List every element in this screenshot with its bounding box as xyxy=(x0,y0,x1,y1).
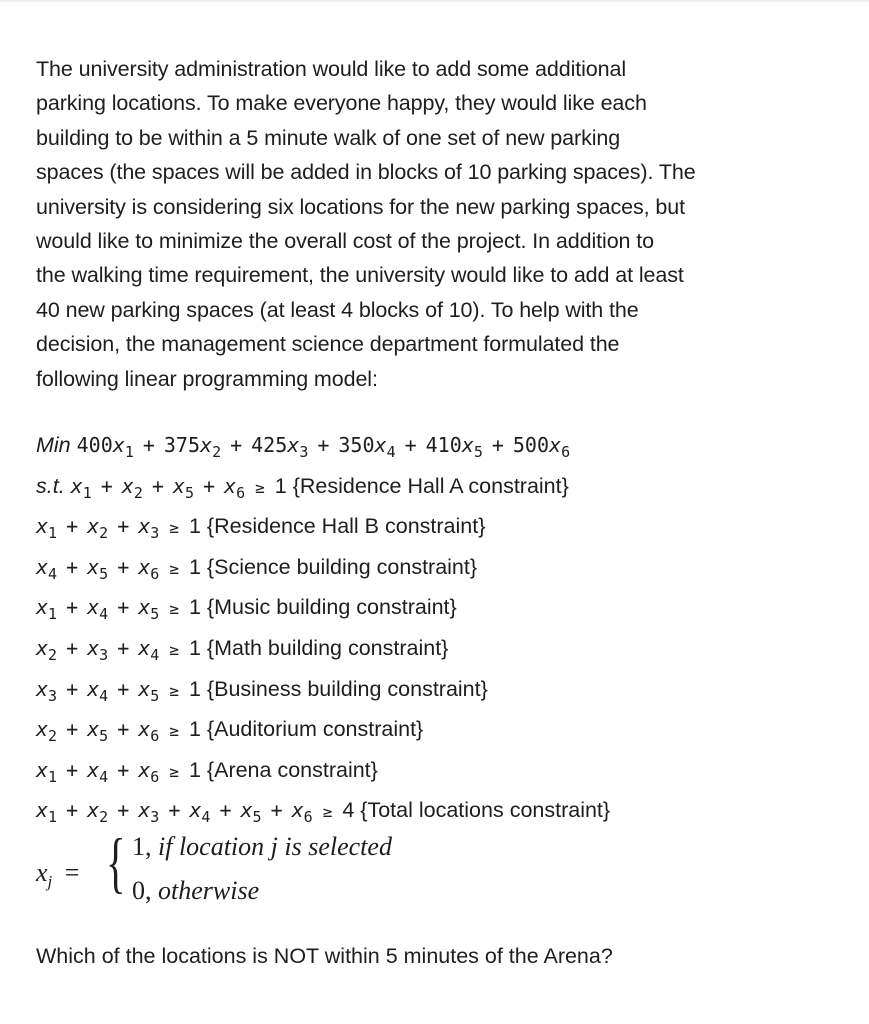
variable: $x_3$ xyxy=(87,635,109,664)
constraint-row xyxy=(36,547,610,588)
problem-paragraph xyxy=(36,52,836,396)
inequality-sign: ≥ xyxy=(169,721,179,741)
plus-operator: + xyxy=(219,798,232,823)
variable: $x_4$ xyxy=(36,554,58,583)
constraint-label: {Auditorium constraint} xyxy=(206,717,424,742)
plus-operator: + xyxy=(117,554,130,579)
variable: $x_4$ xyxy=(189,798,211,827)
variable: $x_2$ xyxy=(200,433,222,461)
variable: $x_6$ xyxy=(138,757,160,786)
constraint-label: {Total locations constraint} xyxy=(360,798,611,823)
plus-operator: + xyxy=(117,635,130,660)
variable: $x_1$ xyxy=(36,595,58,624)
paragraph-line: following linear programming model: xyxy=(36,366,378,391)
objective-prefix: Min xyxy=(36,433,71,457)
rhs-value: 1 xyxy=(188,676,201,701)
constraint-label: {Music building constraint} xyxy=(206,595,457,620)
lp-model xyxy=(36,425,610,831)
constraint-label: {Business building constraint} xyxy=(206,676,488,701)
plus-operator: + xyxy=(66,798,79,823)
plus-operator: + xyxy=(66,514,79,539)
inequality-sign: ≥ xyxy=(169,558,179,578)
variable: $x_5$ xyxy=(87,554,109,583)
variable: $x_5$ xyxy=(138,595,160,624)
variable: $x_3$ xyxy=(138,514,160,543)
coefficient: 400 xyxy=(76,433,113,457)
rhs-value: 1 xyxy=(188,554,201,579)
variable: $x_4$ xyxy=(87,757,109,786)
variable: $x_5$ xyxy=(240,798,262,827)
coefficient: 350 xyxy=(338,433,375,457)
paragraph-line: The university administration would like to add some additional xyxy=(36,57,627,81)
paragraph-line: spaces (the spaces will be added in blocks of 10 parking spaces). The xyxy=(36,160,696,185)
variable: $x_2$ xyxy=(121,473,143,502)
constraint-label: {Science building constraint} xyxy=(206,554,478,579)
coefficient: 410 xyxy=(425,433,462,457)
plus-operator: + xyxy=(117,798,130,823)
inequality-sign: ≥ xyxy=(169,639,179,659)
variable: $x_4$ xyxy=(87,595,109,624)
rhs-value: 1 xyxy=(274,473,287,498)
inequality-sign: ≥ xyxy=(169,518,179,538)
variable: $x_4$ xyxy=(374,433,396,461)
rhs-value: 4 xyxy=(342,798,355,823)
rhs-value: 1 xyxy=(188,717,201,742)
plus-operator: + xyxy=(66,676,79,701)
constraint-label: {Arena constraint} xyxy=(206,757,378,782)
rhs-value: 1 xyxy=(188,635,201,660)
plus-operator: + xyxy=(117,717,130,742)
variable: $x_6$ xyxy=(138,554,160,583)
variable: $x_2$ xyxy=(36,717,58,746)
plus-operator: + xyxy=(117,757,130,782)
variable: $x_1$ xyxy=(70,473,92,502)
constraint-row xyxy=(36,750,610,791)
brace-symbol: { xyxy=(106,824,126,900)
constraint-row xyxy=(36,506,610,547)
variable: $x_5$ xyxy=(172,473,194,502)
plus-operator: + xyxy=(202,473,216,498)
constraint-row xyxy=(36,669,610,710)
paragraph-line: building to be within a 5 minute walk of one set of new parking xyxy=(36,125,621,150)
question-text: Which of the locations is NOT within 5 minutes of the Arena? xyxy=(36,944,613,968)
variable: $x_5$ xyxy=(461,433,483,461)
constraint-label: {Residence Hall A constraint} xyxy=(292,473,569,498)
variable: $x_4$ xyxy=(87,676,109,705)
variable: $x_2$ xyxy=(87,798,109,827)
top-divider xyxy=(0,0,869,2)
variable: $x_3$ xyxy=(287,433,309,461)
plus-operator: + xyxy=(270,798,283,823)
plus-operator: + xyxy=(117,514,130,539)
constraint-row xyxy=(36,587,610,628)
plus-operator: + xyxy=(66,554,79,579)
case-otherwise: 0, otherwise xyxy=(132,876,260,905)
plus-operator: + xyxy=(117,676,130,701)
rhs-value: 1 xyxy=(188,514,201,539)
variable: $x_1$ xyxy=(36,514,58,543)
paragraph-line: parking locations. To make everyone happy, they would like each xyxy=(36,91,647,116)
paragraph-line: 40 new parking spaces (at least 4 blocks of 10). To help with the xyxy=(36,297,639,322)
definition-lhs: $x_j$ = xyxy=(36,858,80,892)
plus-operator: + xyxy=(66,717,79,742)
objective-function xyxy=(36,425,610,466)
variable: $x_6$ xyxy=(224,473,246,502)
plus-operator: + xyxy=(151,473,164,498)
constraint-label: {Math building constraint} xyxy=(206,635,449,660)
plus-operator: + xyxy=(66,757,79,782)
inequality-sign: ≥ xyxy=(169,761,179,781)
variable: $x_2$ xyxy=(87,514,109,543)
paragraph-line: would like to minimize the overall cost of the project. In addition to xyxy=(36,229,655,254)
constraint-label: {Residence Hall B constraint} xyxy=(206,514,486,539)
plus-operator: + xyxy=(168,798,181,823)
rhs-value: 1 xyxy=(188,757,201,782)
plus-operator: + xyxy=(491,433,504,457)
paragraph-line: decision, the management science department formulated the xyxy=(36,332,620,357)
variable: $x_6$ xyxy=(549,433,571,461)
plus-operator: + xyxy=(404,433,417,457)
plus-operator: + xyxy=(317,433,330,457)
variable: $x_1$ xyxy=(36,757,58,786)
constraint-row xyxy=(36,709,610,750)
plus-operator: + xyxy=(117,595,130,620)
variable: $x_5$ xyxy=(138,676,160,705)
constraint-row xyxy=(36,628,610,669)
plus-operator: + xyxy=(66,595,79,620)
case-selected: 1, if location j is selected xyxy=(132,832,392,861)
variable: $x_3$ xyxy=(138,798,160,827)
variable: $x_6$ xyxy=(291,798,313,827)
coefficient: 500 xyxy=(512,433,550,457)
variable: $x_5$ xyxy=(87,717,109,746)
plus-operator: + xyxy=(142,433,155,457)
inequality-sign: ≥ xyxy=(255,477,265,497)
st-prefix: s.t. xyxy=(36,473,65,498)
coefficient: 425 xyxy=(251,433,288,457)
variable: $x_2$ xyxy=(36,635,58,664)
constraint-row xyxy=(36,466,610,507)
variable: $x_4$ xyxy=(138,635,160,664)
inequality-sign: ≥ xyxy=(169,599,179,619)
coefficient: 375 xyxy=(163,433,201,457)
paragraph-line: the walking time requirement, the university would like to add at least xyxy=(36,263,684,288)
inequality-sign: ≥ xyxy=(322,802,333,822)
paragraph-line: university is considering six locations for the new parking spaces, but xyxy=(36,194,685,219)
plus-operator: + xyxy=(100,473,113,498)
variable: $x_1$ xyxy=(112,433,134,461)
plus-operator: + xyxy=(66,635,79,660)
inequality-sign: ≥ xyxy=(169,680,179,700)
rhs-value: 1 xyxy=(188,595,201,620)
variable: $x_1$ xyxy=(36,798,58,827)
variable: $x_3$ xyxy=(36,676,58,705)
variable: $x_6$ xyxy=(138,717,160,746)
plus-operator: + xyxy=(230,433,243,457)
